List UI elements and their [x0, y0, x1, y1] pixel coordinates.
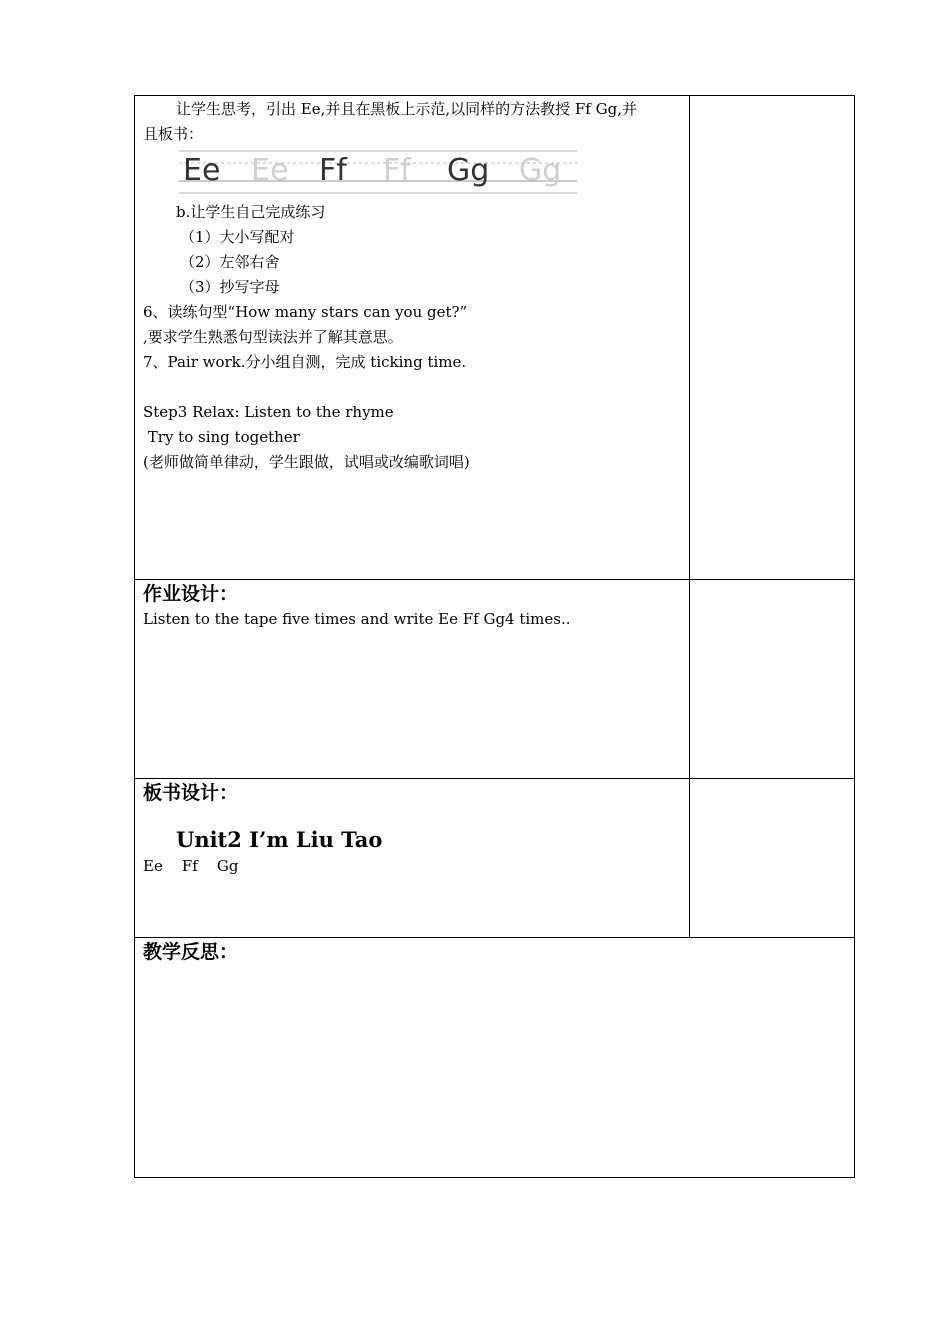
- step3-line: Step3 Relax: Listen to the rhyme: [143, 403, 394, 421]
- letter-writing-image: [179, 147, 579, 197]
- letter-pair-ee: Ee: [183, 153, 221, 188]
- activity-note: (老师做简单律动，学生跟做，试唱或改编歌词唱): [143, 453, 470, 471]
- exercise-item: （3）抄写字母: [180, 278, 280, 296]
- exercise-item: （2）左邻右舍: [180, 253, 280, 271]
- board-title: Unit2 I’m Liu Tao: [176, 827, 383, 852]
- letter-pair-ee-trace: Ee: [251, 153, 289, 188]
- notes-cell: [690, 778, 854, 937]
- exercise-item: （1）大小写配对: [180, 228, 295, 246]
- reflection-cell: [143, 939, 853, 1174]
- homework-text: Listen to the tape five times and write Ee Ff Gg4 times..: [143, 610, 571, 628]
- letter-pair-ff-trace: Ff: [383, 153, 411, 188]
- letter-pair-ff: Ff: [319, 153, 347, 188]
- notes-cell: [690, 579, 854, 778]
- notes-cell: [690, 96, 854, 579]
- paragraph-intro: 让学生思考，引出 Ee,并且在黑板上示范,以同样的方法教授 Ff Gg,并: [176, 100, 637, 118]
- board-letters: Ee Ff Gg: [143, 857, 239, 875]
- board-heading: 板书设计：: [143, 782, 239, 804]
- homework-heading: 作业设计：: [143, 583, 239, 605]
- board-design-cell: [143, 780, 688, 935]
- homework-cell: [143, 581, 688, 776]
- row-divider: [135, 937, 854, 938]
- letter-pair-gg-trace: Gg: [519, 153, 562, 188]
- paragraph-intro-cont: 且板书：: [143, 125, 204, 143]
- reflection-heading: 教学反思：: [143, 941, 239, 963]
- step7-line: 7、Pair work.分小组自测，完成 ticking time.: [143, 353, 467, 371]
- lesson-plan-table: [134, 95, 855, 1178]
- letter-pair-gg: Gg: [447, 153, 490, 188]
- process-cell: [143, 97, 688, 577]
- step6-line: 6、读练句型“How many stars can you get?”: [143, 303, 468, 321]
- sing-line: Try to sing together: [143, 428, 300, 446]
- step6-cont-line: ,要求学生熟悉句型读法并了解其意思。: [143, 328, 403, 346]
- exercise-intro: b.让学生自己完成练习: [176, 203, 326, 221]
